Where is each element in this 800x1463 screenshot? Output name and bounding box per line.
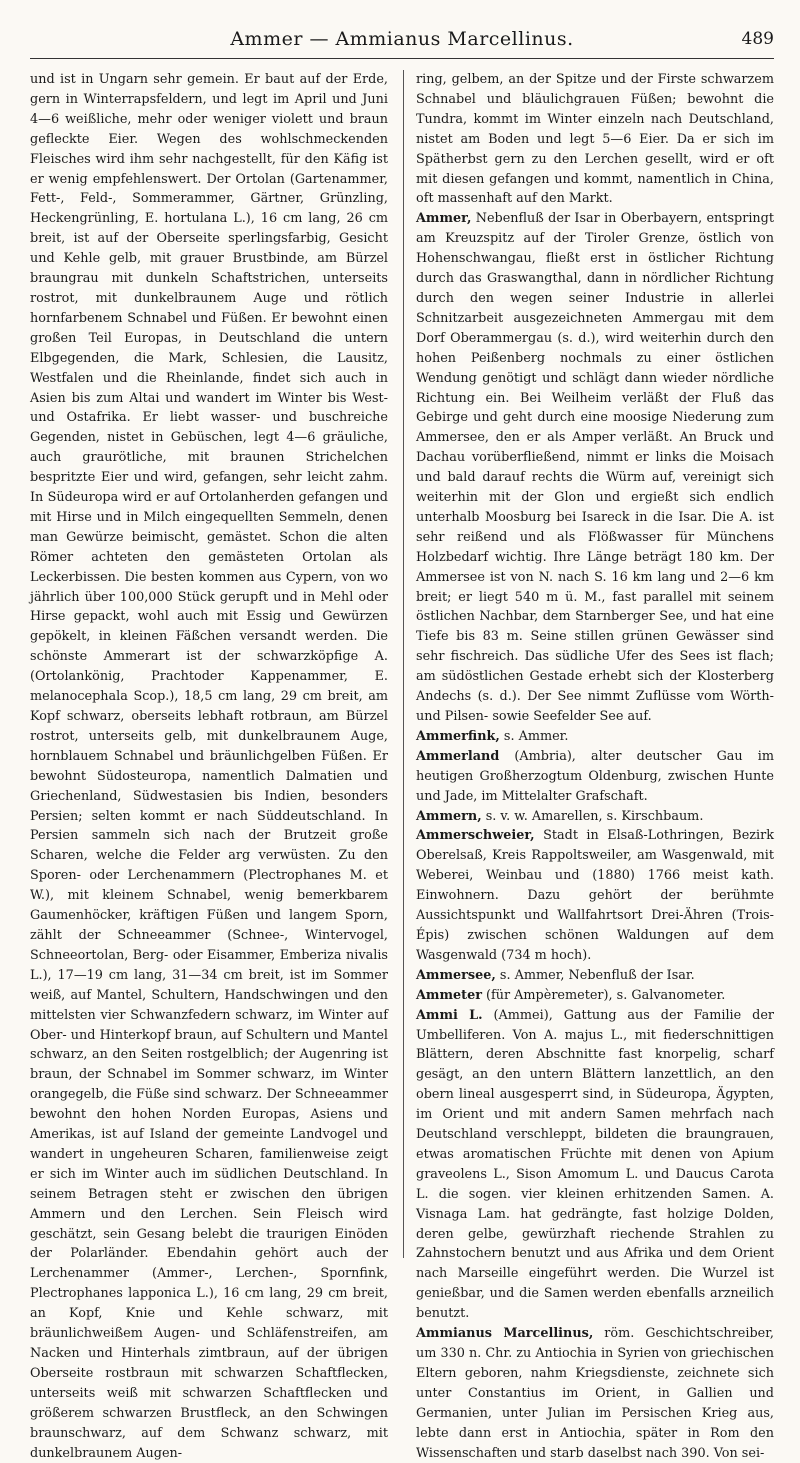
entry-text: (Ammei), Gattung aus der Familie der Umbelliferen. Von A. majus L., mit fiederschnittigen Blättern, deren Abschnitte fast knorpelig, scharf gesägt, an den untern Blättern lanzettlich, an den obern lineal ausgesperrt sind, in Südeuropa, Ägypten, im Orient und mit andern Samen mehrfach nach Deutschland verschleppt, bildeten die braungrauen, etwas aromatischen Früchte mit denen von Apium graveolens L., Sison Amomum L. und Daucus Carota L. die sogen. vier kleinen erhitzenden Samen. A. Visnaga Lam. hat gedrängte, fast holzige Dolden, deren gelbe, gewürzhaft riechende Strahlen zu Zahnstochern benutzt und aus Afrika und dem Orient nach Marseille eingeführt werden. Die Wurzel ist genießbar, und die Samen werden ebenfalls arzneilich benutzt.	[416, 1007, 775, 1322]
entry-headword: Ammianus Marcellinus,	[416, 1326, 594, 1342]
text-columns	[30, 70, 775, 1461]
entry-text: s. Ammer, Nebenfluß der Isar.	[495, 967, 695, 983]
entry-text: s. v. w. Amarellen, s. Kirschbaum.	[481, 808, 704, 824]
entry-headword: Ammi L.	[416, 1007, 483, 1023]
page-number: 489	[741, 29, 774, 49]
entry-headword: Ammerschweier,	[416, 828, 535, 844]
entry-text: röm. Geschichtschreiber, um 330 n. Chr. zu Antiochia in Syrien von griechischen Eltern geboren, nahm Kriegsdienste, zeichnete sich unter Constantius im Orient, in Gallien und Germanien, unter Julian im Persischen Krieg aus, lebte dann erst in Antiochia, später in Rom den Wissenschaften und starb daselbst nach 390. Von sei-	[416, 1326, 774, 1461]
page-header	[30, 22, 774, 59]
dictionary-entry	[416, 727, 774, 747]
left-column	[30, 70, 388, 1461]
running-title: Ammer — Ammianus Marcellinus.	[230, 28, 574, 50]
entry-text: Nebenfluß der Isar in Oberbayern, entspringt am Kreuzspitz auf der Tiroler Grenze, östlich von Hohenschwangau, fließt erst in östlicher Richtung durch das Graswangthal, dann in nördlicher Richtung durch den wegen seiner Industrie in allerlei Schnitzarbeit ausgezeichneten Ammergau mit dem Dorf Oberammergau (s. d.), wird weiterhin durch den hohen Peißenberg nochmals zu einer östlichen Wendung genötigt und schlägt dann wieder nördliche Richtung ein. Bei Weilheim verläßt der Fluß das Gebirge und geht durch eine moosige Niederung zum Ammersee, den er als Amper verläßt. An Bruck und Dachau vorüberfließend, nimmt er links die Moisach und bald darauf rechts die Würm auf, vereinigt sich weiterhin mit der Glon und ergießt sich endlich unterhalb Moosburg bei Isareck in die Isar. Die A. ist sehr reißend und als Flößwasser für Münchens Holzbedarf wichtig. Ihre Länge beträgt 180 km. Der Ammersee ist von N. nach S. 16 km lang und 2—6 km breit; er liegt 540 m ü. M., fast parallel mit seinem östlichen Nachbar, dem Starnberger See, und hat eine Tiefe bis 83 m. Seine stillen grünen Gewässer sind sehr fischreich. Das südliche Ufer des Sees ist flach; am südöstlichen Gestade erhebt sich der Klosterberg Andechs (s. d.). Der See nimmt Zuflüsse vom Wörth- und Pilsen- sowie Seefelder See auf.	[416, 211, 774, 724]
dictionary-entry	[416, 826, 774, 965]
entry-headword: Ammern,	[416, 808, 482, 824]
entry-headword: Ammerland	[416, 748, 500, 764]
entry-text: ring, gelbem, an der Spitze und der Firste schwarzem Schnabel und bläulichgrauen Füßen; bewohnt die Tundra, kommt im Winter einzeln nach Deutschland, nistet am Boden und legt 5—6 Eier. Da er sich im Spätherbst gern zu den Lerchen gesellt, wird er oft mit diesen gefangen und kommt, namentlich in China, oft massenhaft auf den Markt.	[416, 72, 774, 207]
dictionary-entry	[416, 1006, 774, 1325]
entry-headword: Ammeter	[416, 987, 482, 1003]
entry-headword: Ammer,	[416, 211, 472, 227]
entry-text: Stadt in Elsaß-Lothringen, Bezirk Oberelsaß, Kreis Rappoltsweiler, am Wasgenwald, mit Weberei, Weinbau und (1880) 1766 meist kath. Einwohnern. Dazu gehört der berühmte Aussichtspunkt und Wallfahrtsort Drei-Ähren (Trois-Épis) zwischen schönen Waldungen auf dem Wasgenwald (734 m hoch).	[416, 828, 774, 963]
dictionary-entry	[416, 70, 774, 209]
dictionary-entry	[416, 986, 774, 1006]
dictionary-entry	[416, 209, 774, 727]
dictionary-entry	[416, 747, 774, 807]
entry-headword: Ammersee,	[416, 967, 496, 983]
dictionary-page	[30, 22, 775, 1461]
dictionary-entry	[416, 1324, 774, 1463]
dictionary-entry	[416, 966, 774, 986]
right-column	[416, 70, 775, 1461]
entry-text: s. Ammer.	[499, 728, 569, 744]
entry-text: (für Ampèremeter), s. Galvanometer.	[481, 987, 726, 1003]
entry-headword: Ammerfink,	[416, 728, 500, 744]
entry-paragraph: und ist in Ungarn sehr gemein. Er baut auf der Erde, gern in Winterrapsfeldern, und legt im April und Juni 4—6 weißliche, mehr oder weniger violett und braun gefleckte Eier. Wegen des wohlschmeckenden Fleisches wird ihm sehr nachgestellt, für den Käfig ist er wenig empfehlenswert. Der Ortolan (Gartenammer, Fett-, Feld-, Sommerammer, Gärtner, Grünzling, Heckengrünling, E. hortulana L.), 16 cm lang, 26 cm breit, ist auf der Oberseite sperlingsfarbig, Gesicht und Kehle gelb, mit grauer Brustbinde, am Bürzel braungrau mit dunkeln Schaftstrichen, unterseits rostrot, mit dunkelbraunem Auge und rötlich hornfarbenem Schnabel und Füßen. Er bewohnt einen großen Teil Europas, in Deutschland die untern Elbgegenden, die Mark, Schlesien, die Lausitz, Westfalen und die Rheinlande, findet sich auch in Asien bis zum Altai und wandert im Winter bis West- und Ostafrika. Er liebt wasser- und buschreiche Gegenden, nistet in Gebüschen, legt 4—6 gräuliche, auch graurötliche, mit braunen Strichelchen bespritzte Eier und wird, gefangen, sehr leicht zahm. In Südeuropa wird er auf Ortolanherden gefangen und mit Hirse und in Milch eingequellten Semmeln, denen man Gewürze beimischt, gemästet. Schon die alten Römer achteten den gemästeten Ortolan als Leckerbissen. Die besten kommen aus Cypern, von wo jährlich über 100,000 Stück gerupft und in Mehl oder Hirse gepackt, wohl auch mit Essig und Gewürzen gepökelt, in kleinen Fäßchen versandt werden. Die schönste Ammerart ist der schwarzköpfige A. (Ortolankönig, Prachtoder Kappenammer, E. melanocephala Scop.), 18,5 cm lang, 29 cm breit, am Kopf schwarz, oberseits lebhaft rotbraun, am Bürzel rostrot, unterseits gelb, mit dunkelbraunem Auge, hornblauem Schnabel und bräunlichgelben Füßen. Er bewohnt Südosteuropa, namentlich Dalmatien und Griechenland, Südwestasien bis Indien, besonders Persien; selten kommt er nach Süddeutschland. In Persien sammeln sich nach der Brutzeit große Scharen, welche die Felder arg verwüsten. Zu den Sporen- oder Lerchenammern (Plectrophanes M. et W.), mit kleinem Schnabel, wenig bemerkbarem Gaumenhöcker, kräftigen Füßen und langem Sporn, zählt der Schneeammer (Schnee-, Wintervogel, Schneeortolan, Berg- oder Eisammer, Emberiza nivalis L.), 17—19 cm lang, 31—34 cm breit, ist im Sommer weiß, auf Mantel, Schultern, Handschwingen und den mittelsten vier Schwanzfedern schwarz, im Winter auf Ober- und Hinterkopf braun, auf Schultern und Mantel schwarz, an den Seiten rostgelblich; der Augenring ist braun, der Schnabel im Sommer schwarz, im Winter orangegelb, die Füße sind schwarz. Der Schneeammer bewohnt den hohen Norden Europas, Asiens und Amerikas, ist auf Island der gemeinte Landvogel und wandert in ungeheuren Scharen, familienweise zeigt er sich im Winter auch im südlichen Deutschland. In seinem Betragen steht er zwischen den übrigen Ammern und den Lerchen. Sein Fleisch wird geschätzt, sein Gesang belebt die traurigen Einöden der Polarländer. Ebendahin gehört auch der Lerchenammer (Ammer-, Lerchen-, Spornfink, Plectrophanes lapponica L.), 16 cm lang, 29 cm breit, an Kopf, Knie und Kehle schwarz, mit bräunlichweißem Augen- und Schläfenstreifen, am Nacken und Hinterhals zimtbraun, auf der übrigen Oberseite rostbraun mit schwarzen Schaftflecken, unterseits weiß mit schwarzen Schaftflecken und größerem schwarzen Brustfleck, an den Schwingen braunschwarz, auf dem Schwanz schwarz, mit dunkelbraunem Augen-	[30, 72, 388, 1461]
entry-text: (Ambria), alter deutscher Gau im heutigen Großherzogtum Oldenburg, zwischen Hunte und Jade, im Mittelalter Grafschaft.	[416, 748, 774, 804]
dictionary-entry	[416, 807, 774, 827]
column-divider	[403, 70, 404, 1258]
